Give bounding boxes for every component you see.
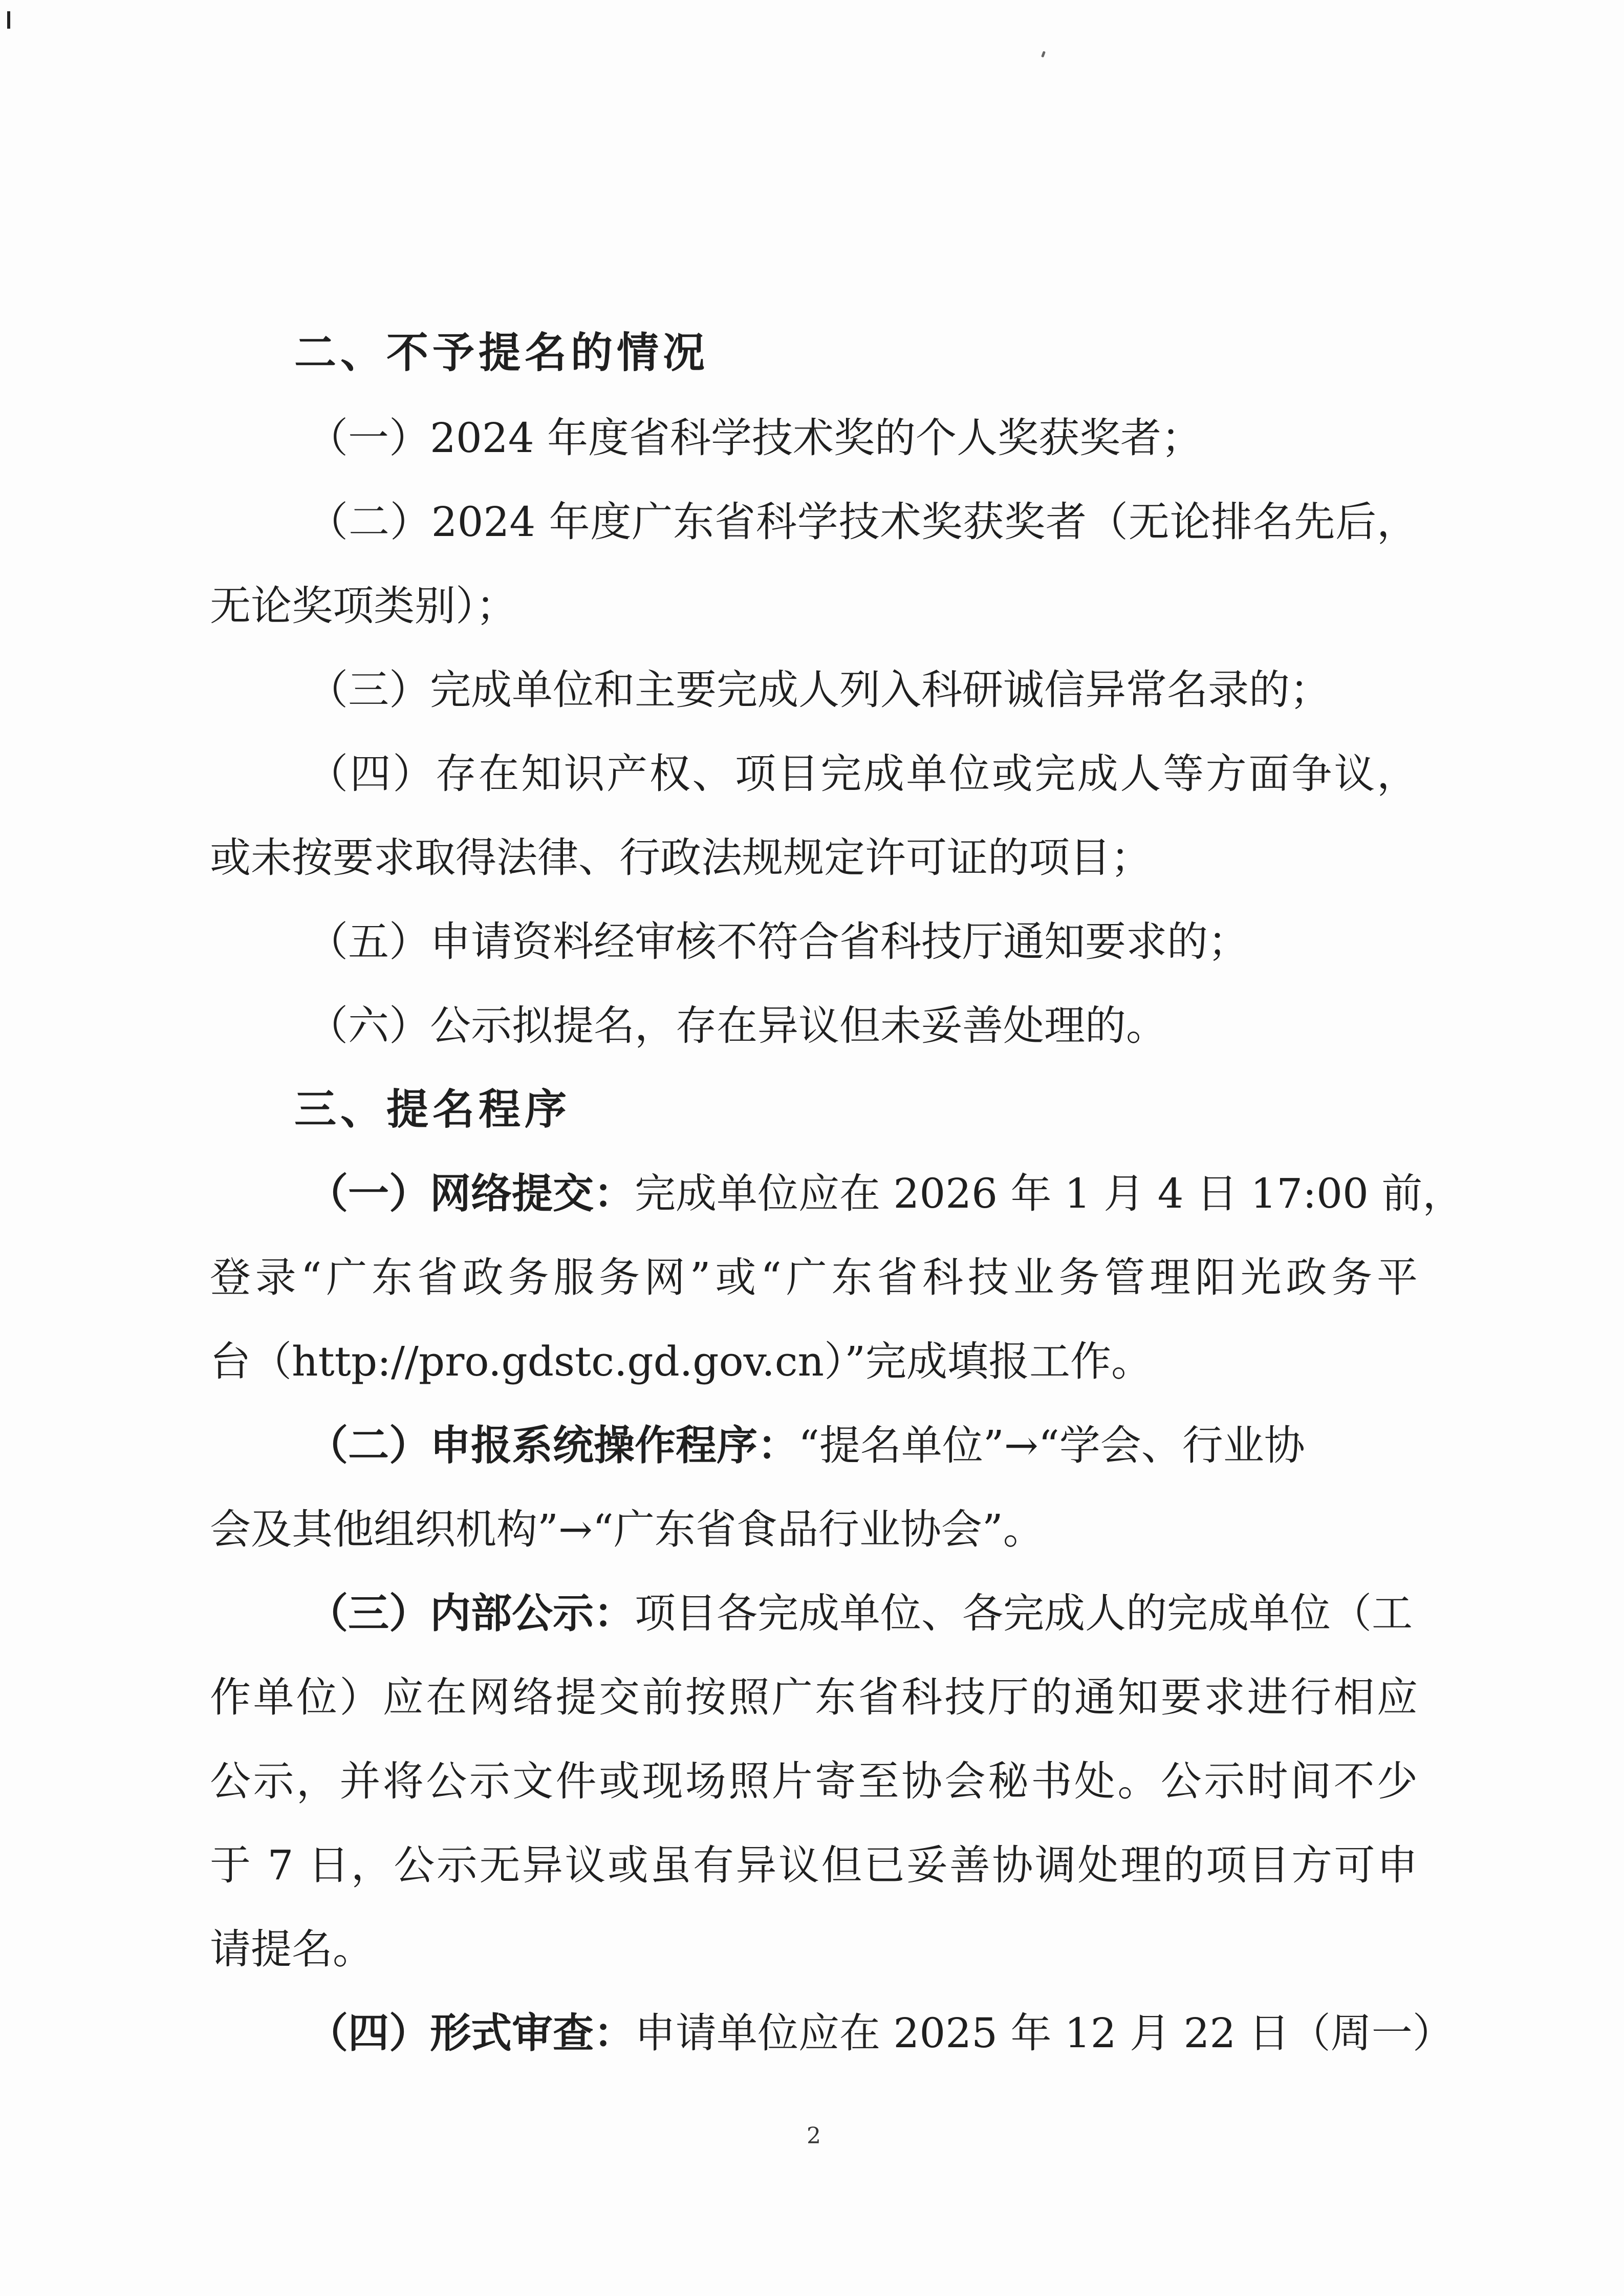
procedure-label-internal-publicity: （三）内部公示： (307, 1590, 635, 1637)
procedure-online-submission-line-1 (307, 1168, 1463, 1219)
procedure-formal-review-line-1 (307, 2008, 1454, 2059)
procedure-internal-publicity-line-3: 公示，并将公示文件或现场照片寄至协会秘书处。公示时间不少 (210, 1757, 1418, 1805)
exclusion-item-4-line-1: （四）存在知识产权、项目完成单位或完成人等方面争议， (307, 750, 1418, 798)
procedure-text: 项目各完成单位、各完成人的完成单位（工 (635, 1590, 1413, 1637)
procedure-label-online-submission: （一）网络提交： (307, 1170, 635, 1217)
procedure-text: 完成单位应在 2026 年 1 月 4 日 17:00 前， (635, 1170, 1464, 1217)
procedure-internal-publicity-line-5: 请提名。 (210, 1925, 374, 1973)
exclusion-item-4-line-2: 或未按要求取得法律、行政法规规定许可证的项目； (210, 834, 1152, 882)
procedure-online-submission-line-2: 登录“广东省政务服务网”或“广东省科技业务管理阳光政务平 (210, 1254, 1418, 1301)
scan-artifact-mark (7, 11, 10, 29)
exclusion-item-6: （六）公示拟提名，存在异议但未妥善处理的。 (307, 1002, 1167, 1049)
scan-artifact-speck (1041, 51, 1046, 58)
procedure-system-operation-line-2: 会及其他组织机构”→“广东省食品行业协会”。 (210, 1506, 1044, 1553)
procedure-text: 申请单位应在 2025 年 12 月 22 日（周一） (635, 2009, 1454, 2057)
procedure-internal-publicity-line-1 (307, 1588, 1413, 1639)
exclusion-item-2-line-1: （二）2024 年度广东省科学技术奖获奖者（无论排名先后， (307, 498, 1418, 546)
procedure-online-submission-line-3: 台（http://pro.gdstc.gd.gov.cn）”完成填报工作。 (210, 1338, 1152, 1385)
section-heading-nomination-procedure: 三、提名程序 (294, 1085, 571, 1134)
procedure-internal-publicity-line-2: 作单位）应在网络提交前按照广东省科技厅的通知要求进行相应 (210, 1673, 1418, 1721)
procedure-text: “提名单位”→“学会、行业协 (798, 1422, 1305, 1469)
exclusion-item-2-line-2: 无论奖项类别）； (210, 582, 517, 630)
section-heading-no-nomination: 二、不予提名的情况 (294, 329, 709, 377)
exclusion-item-5: （五）申请资料经审核不符合省科技厅通知要求的； (307, 918, 1249, 965)
page-number: 2 (807, 2123, 821, 2149)
procedure-label-system-operation: （二）申报系统操作程序： (307, 1422, 798, 1469)
exclusion-item-3: （三）完成单位和主要完成人列入科研诚信异常名录的； (307, 666, 1331, 714)
procedure-internal-publicity-line-4: 于 7 日，公示无异议或虽有异议但已妥善协调处理的项目方可申 (210, 1841, 1418, 1889)
procedure-label-formal-review: （四）形式审查： (307, 2009, 635, 2057)
procedure-system-operation-line-1 (307, 1420, 1305, 1471)
exclusion-item-1: （一）2024 年度省科学技术奖的个人奖获奖者； (307, 414, 1203, 462)
